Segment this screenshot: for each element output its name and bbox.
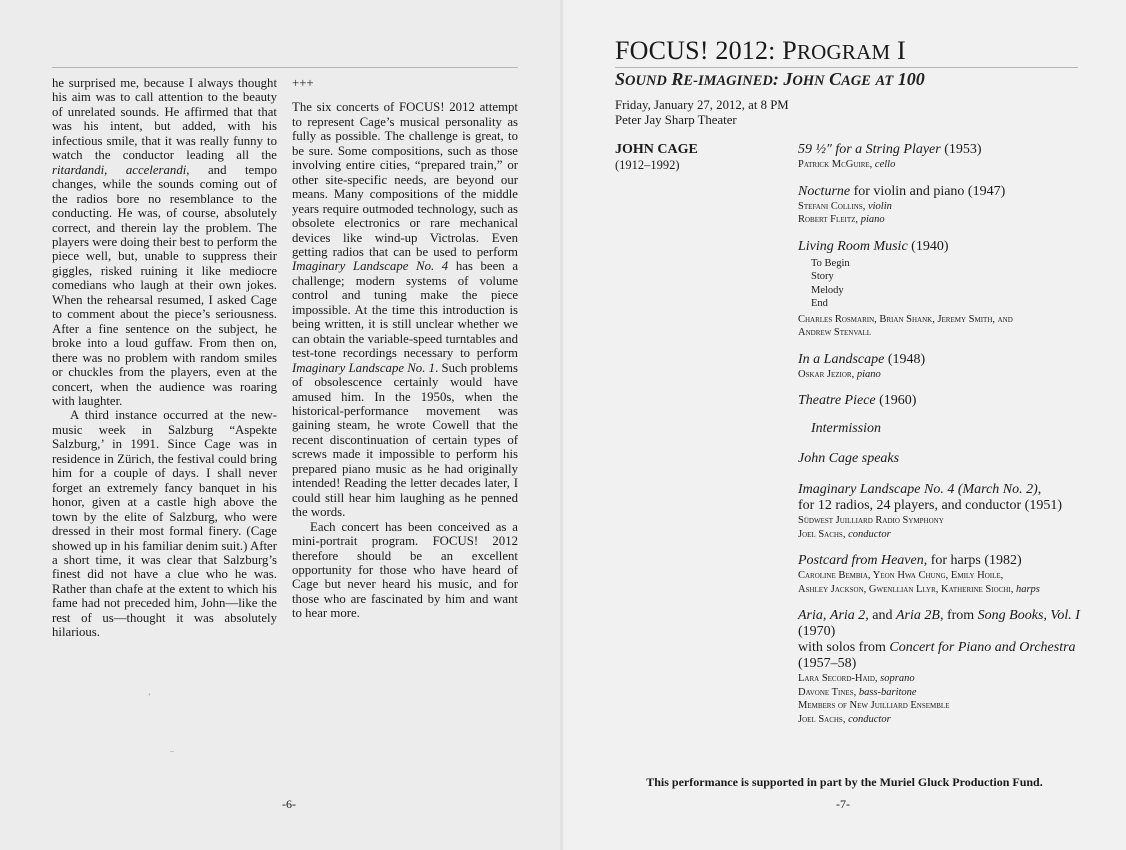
left-column-2 — [292, 76, 518, 621]
subtitle-part: AT — [875, 73, 894, 89]
performer-line — [798, 672, 1098, 686]
title-text: FOCUS! 2012: P — [615, 36, 797, 65]
subtitle-part: AGE — [841, 73, 871, 89]
page-speck: .. — [170, 745, 174, 754]
section-break-marker: +++ — [292, 76, 314, 90]
work-year: (1953) — [940, 142, 982, 157]
left-column-1 — [52, 76, 277, 640]
work-title — [798, 608, 1098, 640]
work-title — [798, 142, 1098, 158]
performer-role: conductor — [848, 528, 891, 540]
performer-line — [798, 528, 1098, 542]
funding-note: This performance is supported in part by the Muriel Gluck Production Fund. — [646, 775, 1043, 789]
intermission: Intermission — [811, 421, 881, 436]
composer-name: JOHN CAGE — [615, 142, 698, 157]
work-title — [798, 352, 1098, 368]
work-title — [798, 239, 1098, 255]
page-number-right: -7- — [836, 797, 850, 811]
right-page-top-rule — [615, 67, 1078, 68]
performer-line — [798, 200, 1098, 214]
work-title-italic: 59 ½″ for a String Player — [798, 142, 941, 157]
performer-line — [798, 583, 1098, 597]
performer-name: Members of New Juilliard Ensemble — [798, 700, 950, 711]
program-work — [798, 393, 1098, 409]
title-separator: with solos from — [798, 640, 890, 655]
program-title — [615, 36, 906, 66]
work-title-italic: Living Room Music — [798, 238, 908, 254]
program-work — [798, 142, 1098, 172]
performer-role: conductor — [848, 713, 891, 725]
program-work — [798, 482, 1098, 541]
work-title-italic: Theatre Piece — [798, 393, 876, 408]
performer-name: Joel Sachs, — [798, 528, 846, 540]
work-year: (1970) — [798, 624, 836, 639]
title-separator: , and — [865, 608, 896, 623]
subtitle-part: C — [824, 69, 842, 89]
subtitle-part: OHN — [792, 73, 825, 89]
work-title — [798, 184, 1098, 200]
performer-line — [798, 686, 1098, 700]
performer-role: piano — [860, 214, 885, 225]
concert-date-venue — [615, 98, 789, 128]
title-separator: , — [822, 608, 830, 623]
program-work — [798, 184, 1098, 227]
page-speck: ʼ — [148, 692, 151, 701]
title-small-caps: ROGRAM — [796, 40, 891, 64]
work-year: (1948) — [884, 351, 926, 367]
concert-venue: Peter Jay Sharp Theater — [615, 113, 737, 127]
performer-name: Oskar Jezior, — [798, 368, 855, 380]
title-separator: , from — [939, 608, 978, 623]
movement: Melody — [811, 284, 844, 296]
performer-role: violin — [867, 200, 892, 212]
subtitle-part: OUND — [625, 73, 667, 89]
concert-date: Friday, January 27, 2012, at 8 PM — [615, 98, 789, 112]
essay-paragraph: Each concert has been conceived as a mini-portrait program. FOCUS! 2012 therefore should be an excellent opportunity for those who have heard of Cage but never heard his music, and for those who are fascinated by him and want to hear more. — [292, 519, 518, 621]
movement: To Begin — [811, 257, 850, 269]
subtitle-part: IMAGINED — [697, 73, 773, 89]
performer-line — [798, 158, 1098, 172]
work-title — [798, 482, 1098, 498]
performer-role: piano — [856, 368, 881, 380]
program-subtitle — [615, 69, 925, 90]
work-subtitle — [798, 640, 1098, 656]
performer-name: Davone Tines, — [798, 686, 857, 698]
composer-speaks: John Cage speaks — [798, 451, 900, 466]
performer-line: Charles Rosmarin, Brian Shank, Jeremy Smith, and — [798, 313, 1013, 325]
essay-paragraph: he surprised me, because I always thought his aim was to call attention to the beauty of unrelated sounds. He affirmed that that was his intent, but added, with his infectious smile, that it was really funny to watch the conductor leading all the ritardandi, accelerandi, and tempo changes, while the sounds coming out of the radios bore no resemblance to the conducting. He was, of course, absolutely correct, and therein lay the problem. The players were doing their best to perform the piece well, but, unable to suppress their giggles, risked ruining it like mediocre comedians who laugh at their own jokes. When the rehearsal resumed, I asked Cage to comment about the piece’s seriousness. After a fine sentence on the subject, he broke into a loud guffaw. From then on, there was no problem with random smiles or chuckles from the players, even at the concert, when the audience was roaring with laughter. — [52, 76, 277, 408]
work-title-italic: Postcard from Heaven — [798, 553, 924, 568]
performer-line — [798, 213, 1098, 227]
performer-name: Robert Fleitz, — [798, 214, 859, 225]
performer-name: Lara Secord-Haid, — [798, 673, 878, 684]
work-title-italic: Aria 2B — [896, 608, 940, 623]
work-title-italic: Nocturne — [798, 183, 851, 199]
performer-name: Joel Sachs, — [798, 713, 846, 725]
performer-role: soprano — [880, 673, 915, 684]
work-year: (1940) — [907, 238, 949, 254]
work-title-italic: Aria 2 — [829, 608, 866, 623]
work-year: (1957–58) — [798, 656, 857, 671]
program-list — [798, 142, 1098, 738]
left-page-top-rule — [52, 67, 518, 68]
essay-paragraph: A third instance occurred at the new-music week in Salzburg “Aspekte Salzburg,’ in 1991. Since Cage was in residence in Zürich, the festival could bring him for a couple of days. I shall never forget an extremely fancy banquet in his honor, given at a castle high above the town by the elite of Salzburg, who were dressed in their most formal finery. (Cage showed up in his familiar denim suit.) After a short time, it was clear that Salzburg’s finest did not have a clue who he was. Rather than chafe at the extent to which his fame had not preceded him, John—like the rest of us—thought it was absolutely hilarious. — [52, 408, 277, 640]
essay-paragraph: The six concerts of FOCUS! 2012 attempt to represent Cage’s musical personality as fully as possible. The challenge is great, to be sure. Some compositions, such as those involving entire cities, “prepared train,” or other site-specific needs, are beyond our means. Many compositions of the middle years require outmoded technology, such as obsolete electronics or rare mechanical devices like wind-up Victrolas. Even getting radios that can be used to perform Imaginary Landscape No. 4 has been a challenge; modern systems of volume control and tuning make the piece impossible. At the time this introduction is being written, it is still unclear whether we can obtain the variable-speed turntables and test-tone recordings necessary to perform Imaginary Landscape No. 1. Such problems of obsolescence certainly would have amused him. In the 1950s, when the historical-performance movement was gaining steam, he wrote Cowell that the recent discontinuation of certain types of screws made it impossible to perform his prepared piano music as he had originally intended! Reading the letter decades later, I could still hear him laughing as he penned the words. — [292, 100, 519, 520]
performer-line — [798, 713, 1098, 727]
work-title-italic: Concert for Piano and Orchestra — [889, 640, 1076, 655]
performer-line: Caroline Bembia, Yeon Hwa Chung, Emily Hoile, — [798, 570, 1004, 581]
program-work — [798, 239, 1098, 340]
subtitle-part: E — [683, 73, 694, 89]
program-work — [798, 352, 1098, 382]
work-instrumentation: for violin and piano (1947) — [850, 183, 1006, 199]
program-work — [798, 608, 1098, 726]
work-title-italic: Imaginary Landscape No. 4 (March No. 2), — [798, 482, 1042, 497]
work-title — [798, 393, 1098, 409]
work-instrumentation: for 12 radios, 24 players, and conductor (1951) — [798, 498, 1062, 513]
subtitle-part: S — [615, 69, 626, 89]
performer-role: harps — [1015, 583, 1040, 595]
performer-name: Patrick McGuire, — [798, 159, 873, 170]
performer-name: Stefani Collins, — [798, 200, 866, 212]
performer-role: bass-baritone — [858, 686, 917, 698]
performer-name: Ashley Jackson, Gwenllian Llyr, Katherine Siochi, — [798, 583, 1014, 595]
movement: Story — [811, 271, 834, 282]
work-title-italic: Song Books, Vol. I — [977, 608, 1080, 623]
composer-block — [615, 142, 698, 173]
work-instrumentation: , for harps (1982) — [923, 553, 1022, 568]
page-number-left: -6- — [282, 797, 296, 811]
subtitle-part: - — [693, 73, 698, 89]
work-year: (1960) — [875, 393, 917, 408]
subtitle-part: : J — [772, 69, 793, 89]
subtitle-part: R — [666, 69, 684, 89]
movement: End — [811, 298, 828, 309]
work-title-italic: In a Landscape — [798, 351, 885, 367]
program-work — [798, 553, 1098, 596]
work-title — [798, 553, 1098, 569]
performer-role: cello — [874, 159, 896, 170]
work-title-italic: Aria — [798, 608, 823, 623]
ensemble-line: Südwest Juilliard Radio Symphony — [798, 515, 944, 526]
composer-dates: (1912–1992) — [615, 158, 680, 172]
subtitle-part: 100 — [893, 69, 925, 89]
performer-line — [798, 699, 1098, 713]
performer-line — [798, 368, 1098, 382]
title-numeral: I — [890, 36, 906, 65]
performer-line: Andrew Stenvall — [798, 327, 872, 338]
